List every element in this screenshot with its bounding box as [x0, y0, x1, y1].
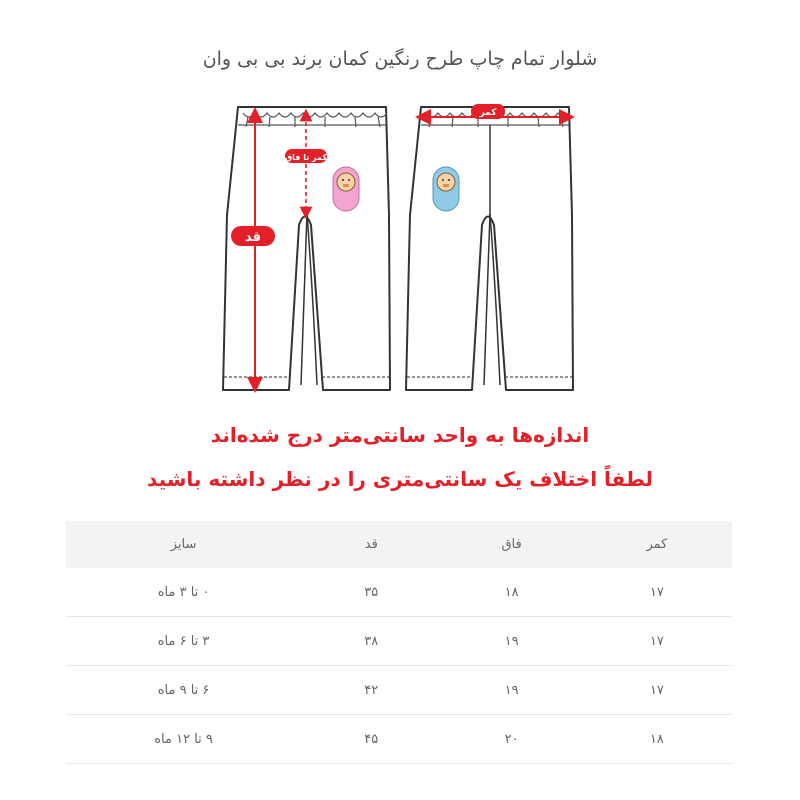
- cell-waist: ۱۷: [582, 666, 732, 715]
- page-title: شلوار تمام چاپ طرح رنگین کمان برند بی بی وان: [202, 48, 598, 70]
- units-note: اندازه‌ها به واحد سانتی‌متر درج شده‌اند: [210, 423, 590, 447]
- table-row: [66, 666, 732, 715]
- pants-size-diagram: [215, 95, 585, 400]
- tolerance-note: لطفاً اختلاف یک سانتی‌متری را در نظر داشته باشید: [147, 467, 653, 491]
- header-length: قد: [301, 521, 441, 568]
- cell-length: ۴۵: [301, 715, 441, 764]
- size-table: [66, 521, 732, 764]
- cell-size: ۰ تا ۳ ماه: [66, 568, 301, 617]
- header-waist: کمر: [582, 521, 732, 568]
- table-row: [66, 617, 732, 666]
- cell-rise: ۱۹: [441, 666, 581, 715]
- cell-size: ۹ تا ۱۲ ماه: [66, 715, 301, 764]
- waist-label: کمر: [479, 108, 497, 118]
- cell-waist: ۱۷: [582, 617, 732, 666]
- header-rise: فاق: [441, 521, 581, 568]
- length-label: قد: [244, 230, 262, 245]
- cell-waist: ۱۸: [582, 715, 732, 764]
- table-header-row: [66, 521, 732, 568]
- baby-pink-icon: [333, 167, 359, 211]
- cell-rise: ۱۸: [441, 568, 581, 617]
- cell-length: ۴۲: [301, 666, 441, 715]
- cell-size: ۳ تا ۶ ماه: [66, 617, 301, 666]
- baby-blue-icon: [433, 167, 459, 211]
- cell-rise: ۲۰: [441, 715, 581, 764]
- rise-label: کمر تا فاق: [285, 153, 327, 162]
- table-row: [66, 715, 732, 764]
- cell-length: ۳۸: [301, 617, 441, 666]
- table-row: [66, 568, 732, 617]
- length-badge: [231, 226, 275, 246]
- cell-waist: ۱۷: [582, 568, 732, 617]
- rise-badge: [285, 149, 327, 163]
- waist-badge: [471, 104, 505, 119]
- cell-size: ۶ تا ۹ ماه: [66, 666, 301, 715]
- cell-rise: ۱۹: [441, 617, 581, 666]
- header-size: سایز: [66, 521, 301, 568]
- cell-length: ۳۵: [301, 568, 441, 617]
